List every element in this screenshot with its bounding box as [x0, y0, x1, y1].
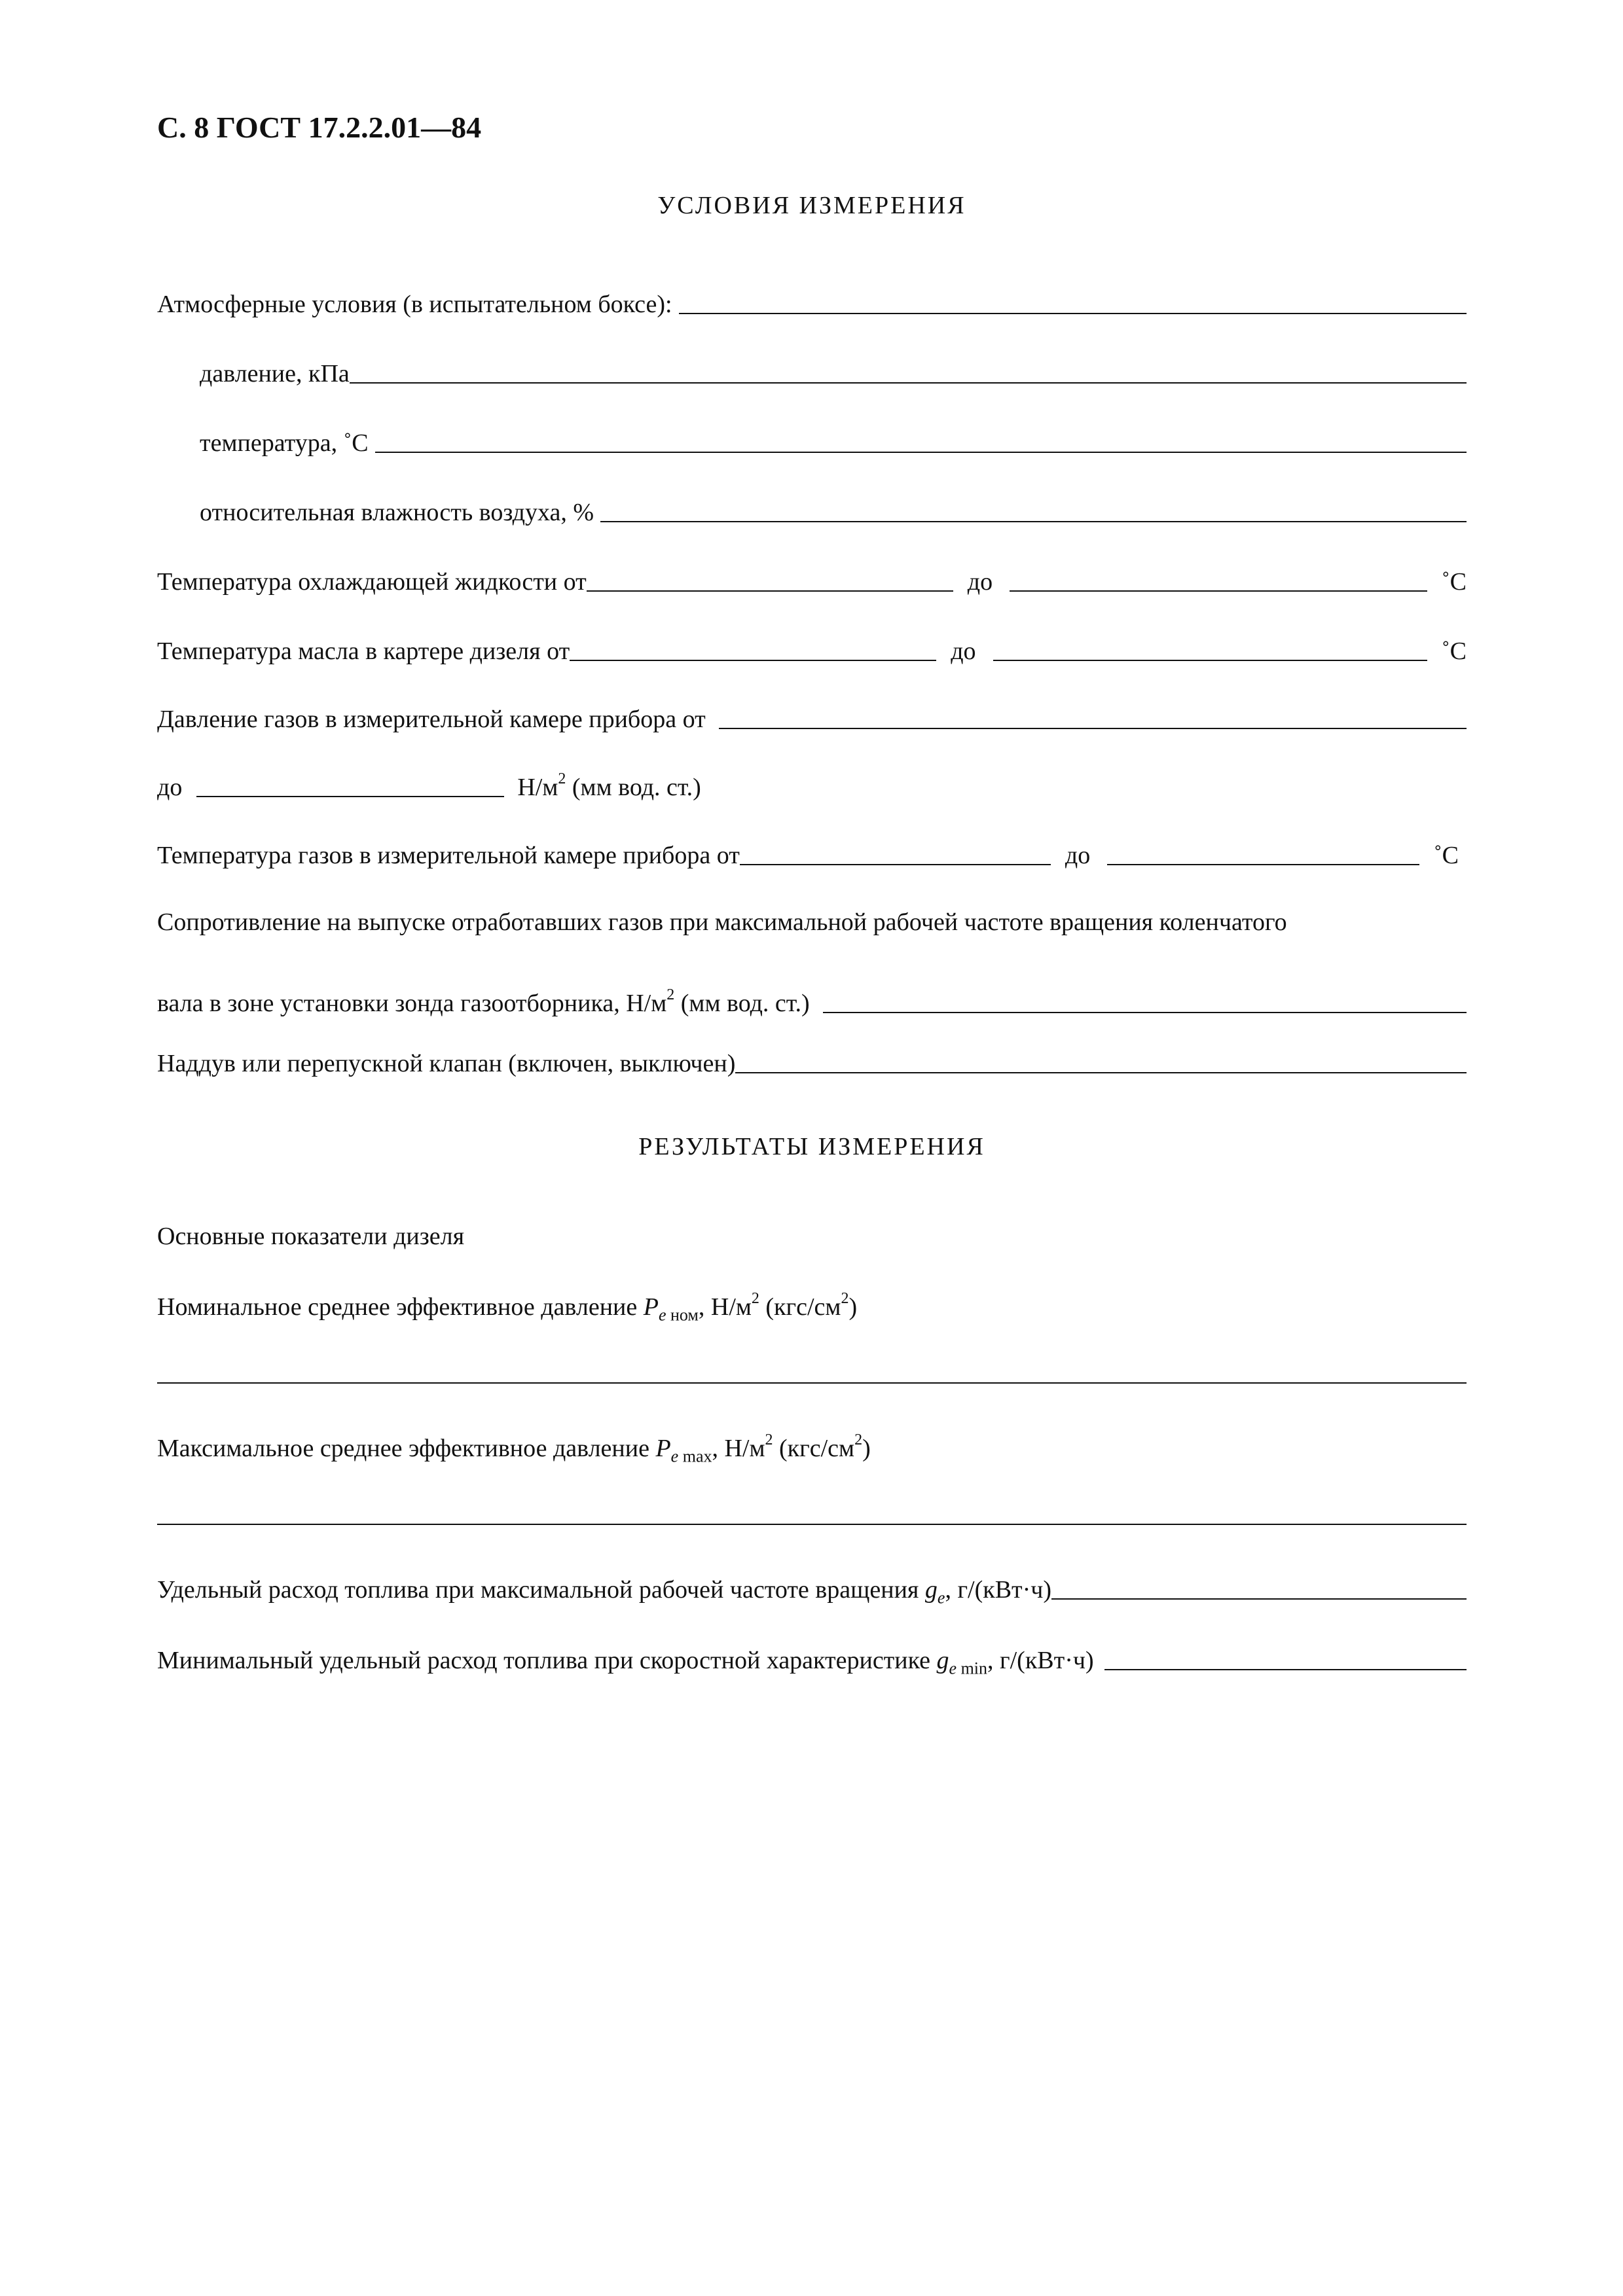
coolant-temp-unit: ˚С	[1442, 568, 1467, 596]
resistance-row-1	[157, 898, 1467, 937]
gas-pressure-row	[157, 695, 1467, 734]
atmospheric-field[interactable]	[679, 287, 1467, 314]
gas-temp-row	[157, 831, 1467, 870]
coolant-temp-from-field[interactable]	[587, 564, 953, 592]
gas-temp-label: Температура газов в измерительной камере прибора от	[157, 842, 740, 869]
gas-pressure-to-field[interactable]	[196, 770, 504, 797]
gas-pressure-unit: $Н/м^2$ (мм вод. ст.)	[517, 770, 701, 801]
boost-field[interactable]	[735, 1046, 1467, 1073]
pressure-label: давление, кПа	[200, 360, 350, 387]
specific-fuel-label: Удельный расход топлива при максимальной рабочей частоте вращения $g_e$, г/(кВт·ч)	[157, 1576, 1052, 1607]
resistance-field[interactable]	[823, 986, 1467, 1013]
boost-label: Наддув или перепускной клапан (включен, выключен)	[157, 1050, 736, 1077]
nominal-pressure-label: Номинальное среднее эффективное давление $P_{e ном}$, $Н/м^2$ $(кгс/см^2)$	[157, 1290, 858, 1325]
gas-temp-to-label: до	[1065, 842, 1091, 869]
oil-temp-label: Температура масла в картере дизеля от	[157, 637, 570, 665]
specific-fuel-row	[157, 1566, 1467, 1605]
temperature-field[interactable]	[375, 425, 1467, 453]
pressure-field[interactable]	[350, 356, 1467, 384]
humidity-field[interactable]	[600, 495, 1467, 522]
max-pressure-label: Максимальное среднее эффективное давление $P_{e max}$, $Н/м^2$ $(кгс/см^2)$	[157, 1431, 871, 1466]
resistance-label-line2: вала в зоне установки зонда газоотборника, $Н/м^2$ (мм вод. ст.)	[157, 986, 810, 1017]
oil-temp-to-field[interactable]	[993, 634, 1427, 661]
humidity-label: относительная влажность воздуха, %	[200, 499, 594, 526]
nominal-pressure-row	[157, 1283, 1467, 1325]
gas-pressure-to-label: до	[157, 774, 183, 801]
min-fuel-row	[157, 1636, 1467, 1676]
temperature-row	[200, 419, 1467, 458]
conditions-heading: УСЛОВИЯ ИЗМЕРЕНИЯ	[657, 192, 966, 219]
resistance-row-2	[157, 979, 1467, 1018]
main-indicators-row	[157, 1212, 1467, 1251]
nominal-pressure-field[interactable]	[157, 1382, 1467, 1384]
oil-temp-unit: ˚С	[1442, 637, 1467, 665]
gas-pressure-from-field[interactable]	[719, 702, 1467, 729]
gas-temp-from-field[interactable]	[740, 838, 1051, 865]
boost-row	[157, 1039, 1467, 1079]
results-heading: РЕЗУЛЬТАТЫ ИЗМЕРЕНИЯ	[638, 1133, 985, 1160]
oil-temp-row	[157, 627, 1467, 666]
gas-temp-to-field[interactable]	[1107, 838, 1419, 865]
pressure-row	[200, 350, 1467, 389]
max-pressure-row	[157, 1424, 1467, 1466]
atmospheric-row	[157, 280, 1467, 319]
coolant-temp-to-label: до	[967, 568, 993, 596]
min-fuel-label: Минимальный удельный расход топлива при скоростной характеристике $g_{e min}$, г/(кВт·ч)	[157, 1647, 1094, 1678]
temperature-label: температура, ˚С	[200, 429, 369, 457]
main-indicators-label: Основные показатели дизеля	[157, 1223, 465, 1250]
gas-pressure-to-row	[157, 763, 1467, 802]
specific-fuel-field[interactable]	[1051, 1572, 1467, 1600]
resistance-label-line1: Сопротивление на выпуске отработавших газов при максимальной рабочей частоте вращения коленчатого	[157, 908, 1287, 936]
page-header: С. 8 ГОСТ 17.2.2.01—84	[157, 111, 482, 144]
gas-temp-unit: ˚С	[1434, 842, 1459, 869]
min-fuel-field[interactable]	[1104, 1643, 1467, 1670]
coolant-temp-row	[157, 558, 1467, 597]
coolant-temp-label: Температура охлаждающей жидкости от	[157, 568, 587, 596]
atmospheric-label: Атмосферные условия (в испытательном боксе):	[157, 291, 672, 318]
gas-pressure-label: Давление газов в измерительной камере прибора от	[157, 706, 706, 733]
oil-temp-to-label: до	[951, 637, 976, 665]
max-pressure-field[interactable]	[157, 1524, 1467, 1525]
oil-temp-from-field[interactable]	[570, 634, 936, 661]
humidity-row	[200, 488, 1467, 528]
coolant-temp-to-field[interactable]	[1010, 564, 1427, 592]
